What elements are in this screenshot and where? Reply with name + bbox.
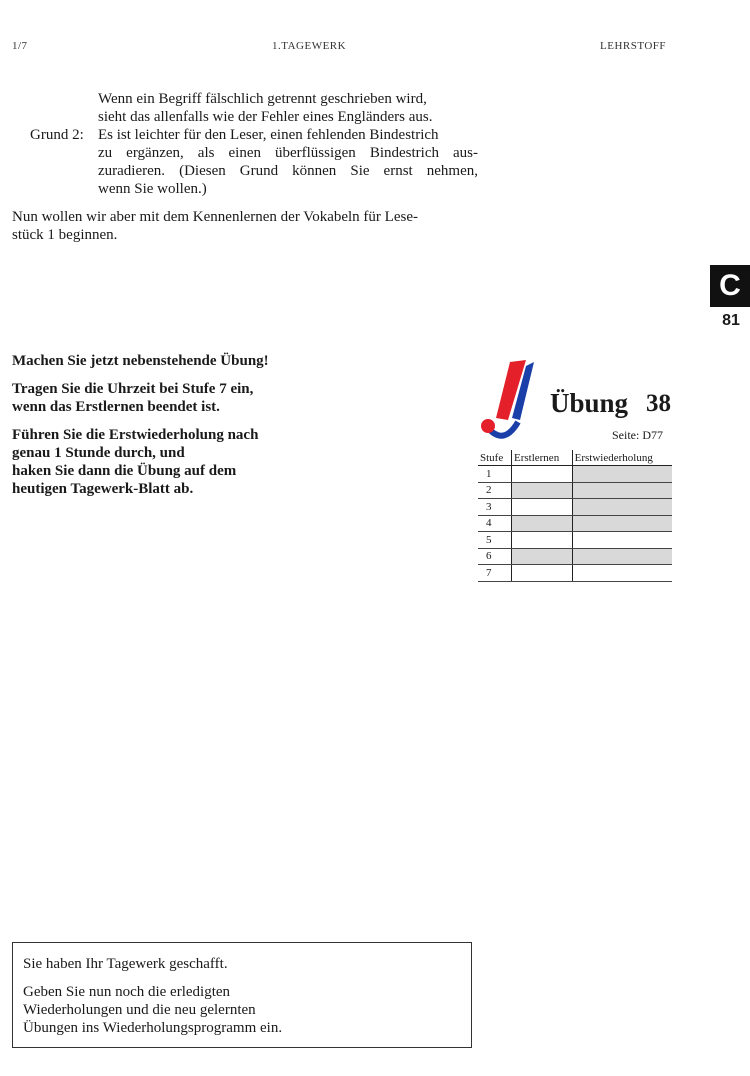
grund-line-1: Es ist leichter für den Leser, einen fehlenden Bindestrich: [98, 127, 439, 143]
table-row: [478, 482, 672, 499]
grund-label: Grund 2:: [30, 127, 84, 143]
table-row: [478, 515, 672, 532]
page-number: 81: [722, 312, 740, 329]
body-line-2: sieht das allenfalls wie der Fehler eines Engländers aus.: [98, 109, 433, 125]
stufe-cell: 4: [478, 515, 511, 532]
exercise-table: [478, 450, 672, 582]
grund-line-3: zuradieren. (Diesen Grund können Sie ernst nehmen,: [98, 163, 478, 179]
instruction-2a: Tragen Sie die Uhrzeit bei Stufe 7 ein,: [12, 381, 254, 397]
erstwiederholung-cell[interactable]: [572, 466, 672, 483]
paragraph-line-1: Nun wollen wir aber mit dem Kennenlernen der Vokabeln für Lese-: [12, 209, 418, 225]
table-row: [478, 548, 672, 565]
erstwiederholung-cell[interactable]: [572, 515, 672, 532]
instruction-2b: wenn das Erstlernen beendet ist.: [12, 399, 220, 415]
table-row: [478, 499, 672, 516]
erstwiederholung-cell[interactable]: [572, 548, 672, 565]
stufe-cell: 3: [478, 499, 511, 516]
completion-title: Sie haben Ihr Tagewerk geschafft.: [23, 956, 228, 972]
grund-line-2: zu ergänzen, als einen überflüssigen Bindestrich aus-: [98, 145, 478, 161]
stufe-cell: 5: [478, 532, 511, 549]
instruction-3b: genau 1 Stunde durch, und: [12, 445, 185, 461]
erstlernen-cell[interactable]: [511, 532, 572, 549]
table-row: [478, 466, 672, 483]
table-row: [478, 565, 672, 582]
erstlernen-cell[interactable]: [511, 466, 572, 483]
erstlernen-cell[interactable]: [511, 565, 572, 582]
grund-line-4: wenn Sie wollen.): [98, 181, 207, 197]
instruction-1: Machen Sie jetzt nebenstehende Übung!: [12, 353, 269, 369]
instruction-3d: heutigen Tagewerk-Blatt ab.: [12, 481, 194, 497]
table-header-row: [478, 450, 672, 466]
erstwiederholung-cell[interactable]: [572, 482, 672, 499]
column-header-erstwiederholung: Erstwiederholung: [572, 450, 672, 466]
erstwiederholung-cell[interactable]: [572, 565, 672, 582]
body-line-1: Wenn ein Begriff fälschlich getrennt geschrieben wird,: [98, 91, 427, 107]
erstwiederholung-cell[interactable]: [572, 532, 672, 549]
exercise-number: 38: [646, 390, 671, 417]
instruction-3a: Führen Sie die Erstwiederholung nach: [12, 427, 259, 443]
paragraph-line-2: stück 1 beginnen.: [12, 227, 118, 243]
stufe-cell: 7: [478, 565, 511, 582]
completion-line-2: Geben Sie nun noch die erledigten: [23, 984, 231, 1000]
erstlernen-cell[interactable]: [511, 499, 572, 516]
exclamation-logo-icon: [476, 356, 556, 446]
erstwiederholung-cell[interactable]: [572, 499, 672, 516]
column-header-erstlernen: Erstlernen: [511, 450, 572, 466]
chapter-tab: C: [710, 265, 750, 307]
erstlernen-cell[interactable]: [511, 548, 572, 565]
instruction-3c: haken Sie dann die Übung auf dem: [12, 463, 237, 479]
exercise-title: Übung: [550, 388, 629, 418]
stufe-cell: 1: [478, 466, 511, 483]
header-left: 1/7: [12, 40, 28, 52]
completion-line-4: Übungen ins Wiederholungsprogramm ein.: [23, 1020, 283, 1036]
completion-box: [12, 942, 472, 1048]
stufe-cell: 6: [478, 548, 511, 565]
stufe-cell: 2: [478, 482, 511, 499]
erstlernen-cell[interactable]: [511, 482, 572, 499]
completion-line-3: Wiederholungen und die neu gelernten: [23, 1002, 256, 1018]
erstlernen-cell[interactable]: [511, 515, 572, 532]
header-center: 1.TAGEWERK: [272, 40, 347, 52]
exercise-page-ref: Seite: D77: [612, 428, 663, 442]
column-header-stufe: Stufe: [478, 450, 511, 466]
table-row: [478, 532, 672, 549]
header-right: LEHRSTOFF: [600, 40, 667, 52]
